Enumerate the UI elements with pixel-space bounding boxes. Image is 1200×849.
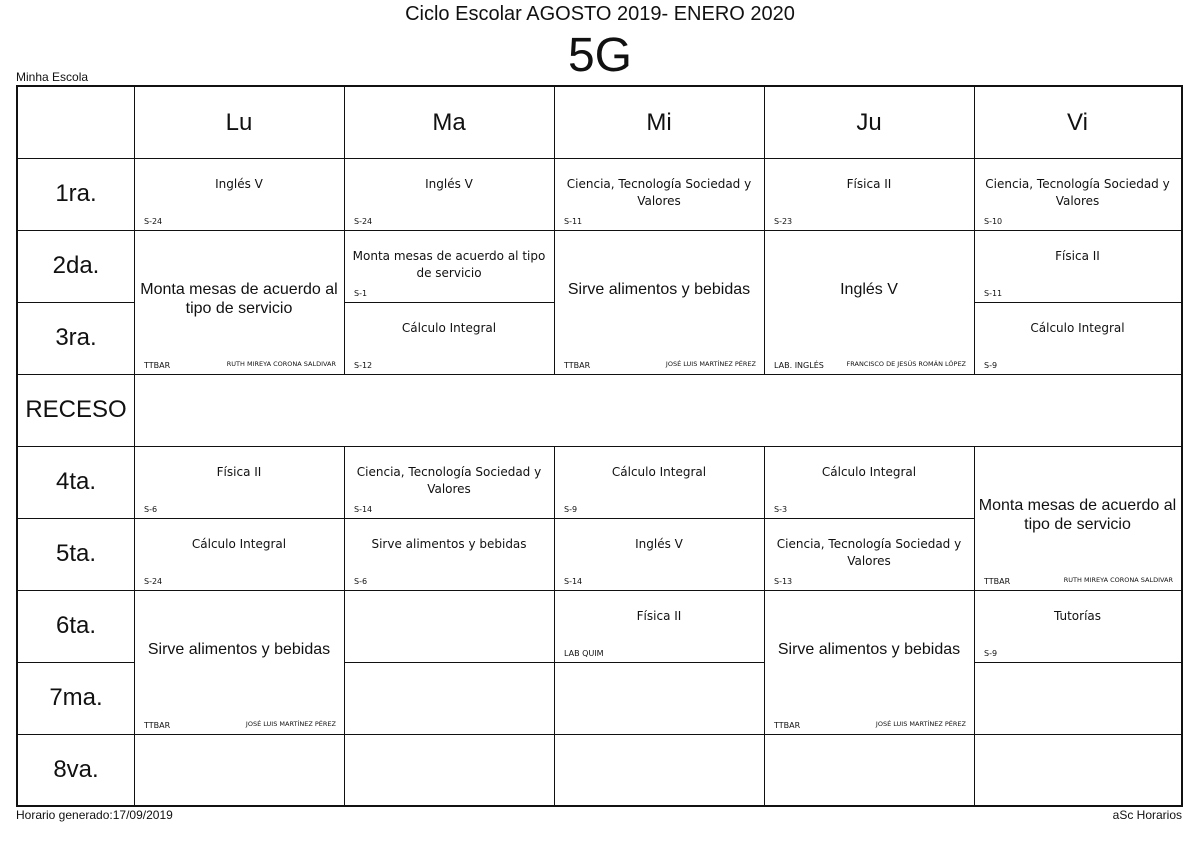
lesson-cell <box>554 590 764 662</box>
lesson-cell <box>134 518 344 590</box>
grid-line-horizontal <box>974 374 1181 375</box>
lesson-room: S-24 <box>144 217 163 226</box>
lesson-room: S-6 <box>354 577 368 586</box>
grid-line-horizontal <box>764 734 974 735</box>
lesson-room: S-14 <box>564 577 583 586</box>
lesson-cell <box>134 230 344 374</box>
lesson-cell <box>974 230 1181 302</box>
lesson-cell <box>344 302 554 374</box>
lesson-subject: Monta mesas de acuerdo al tipo de servicio <box>140 281 338 317</box>
lesson-cell <box>974 590 1181 662</box>
lesson-cell <box>344 230 554 302</box>
grid-line-horizontal <box>344 374 554 375</box>
lesson-cell <box>764 158 974 230</box>
lesson-subject: Inglés V <box>425 177 473 191</box>
lesson-room: LAB. INGLÉS <box>774 361 824 370</box>
lesson-cell <box>554 446 764 518</box>
lesson-subject: Física II <box>846 177 892 191</box>
lesson-room: S-24 <box>144 577 163 586</box>
grid-line-horizontal <box>134 374 344 375</box>
lesson-room: S-10 <box>984 217 1003 226</box>
lesson-room: TTBAR <box>144 721 171 730</box>
period-label: 5ta. <box>55 540 97 567</box>
lesson-cell <box>134 446 344 518</box>
lesson-subject: Física II <box>216 465 262 479</box>
period-label: 3ra. <box>55 324 97 351</box>
lesson-room: S-9 <box>564 505 578 514</box>
lesson-teacher: RUTH MIREYA CORONA SALDIVAR <box>1063 576 1173 584</box>
lesson-subject: Ciencia, Tecnología Sociedad y Valores <box>985 177 1170 208</box>
lesson-subject: Ciencia, Tecnología Sociedad y Valores <box>566 177 752 208</box>
lesson-cell <box>974 302 1181 374</box>
lesson-cell <box>344 518 554 590</box>
grid-line-horizontal <box>134 734 344 735</box>
lesson-room: S-11 <box>564 217 583 226</box>
grid-line-horizontal <box>974 734 1181 735</box>
lesson-cell <box>764 518 974 590</box>
lesson-subject: Cálculo Integral <box>191 537 287 551</box>
period-label: 4ta. <box>55 468 97 495</box>
lesson-teacher: JOSÉ LUIS MARTÍNEZ PÉREZ <box>665 360 756 368</box>
period-label: 6ta. <box>55 612 97 639</box>
lesson-teacher: RUTH MIREYA CORONA SALDIVAR <box>226 360 336 368</box>
lesson-room: S-14 <box>354 505 373 514</box>
lesson-cell <box>554 158 764 230</box>
grid-line-horizontal <box>344 590 554 591</box>
lesson-room: TTBAR <box>984 577 1011 586</box>
software-credit: aSc Horarios <box>1112 808 1182 822</box>
grid-line-horizontal <box>554 734 764 735</box>
lesson-cell <box>974 158 1181 230</box>
lesson-subject: Inglés V <box>215 177 263 191</box>
recess-label: RECESO <box>25 396 127 423</box>
timetable-grid <box>16 85 1183 807</box>
lesson-subject: Ciencia, Tecnología Sociedad y Valores <box>356 465 542 496</box>
grid-line-horizontal <box>764 374 974 375</box>
lesson-subject: Cálculo Integral <box>401 321 497 335</box>
lesson-room: S-9 <box>984 361 998 370</box>
grid-line-horizontal <box>554 662 764 663</box>
grid-line-horizontal <box>344 734 554 735</box>
school-name: Minha Escola <box>16 70 89 84</box>
lesson-cell <box>554 518 764 590</box>
schedule-title: Ciclo Escolar AGOSTO 2019- ENERO 2020 <box>405 3 795 25</box>
lesson-room: LAB QUIM <box>564 649 604 658</box>
lesson-room: S-9 <box>984 649 998 658</box>
lesson-room: S-12 <box>354 361 373 370</box>
lesson-teacher: JOSÉ LUIS MARTÍNEZ PÉREZ <box>245 720 336 728</box>
lesson-subject: Sirve alimentos y bebidas <box>147 641 331 658</box>
lesson-subject: Cálculo Integral <box>611 465 707 479</box>
lesson-cell <box>554 230 764 374</box>
day-header: Lu <box>225 108 253 136</box>
lesson-room: TTBAR <box>144 361 171 370</box>
period-label: 8va. <box>53 755 99 783</box>
lesson-subject: Monta mesas de acuerdo al tipo de servicio <box>352 249 546 280</box>
lesson-subject: Inglés V <box>840 281 898 298</box>
lesson-room: TTBAR <box>774 721 801 730</box>
lesson-subject: Sirve alimentos y bebidas <box>567 281 751 298</box>
class-name: 5G <box>567 29 633 82</box>
lesson-teacher: JOSÉ LUIS MARTÍNEZ PÉREZ <box>875 720 966 728</box>
lesson-cell <box>344 446 554 518</box>
lesson-room: TTBAR <box>564 361 591 370</box>
grid-line-horizontal <box>974 662 1181 663</box>
lesson-subject: Sirve alimentos y bebidas <box>777 641 961 658</box>
day-header: Mi <box>646 108 672 136</box>
lesson-subject: Física II <box>1055 249 1100 263</box>
day-header: Vi <box>1067 108 1088 136</box>
lesson-cell <box>764 230 974 374</box>
generated-date: Horario generado:17/09/2019 <box>16 808 173 822</box>
lesson-cell <box>764 446 974 518</box>
lesson-subject: Inglés V <box>635 537 683 551</box>
lesson-cell <box>344 158 554 230</box>
lesson-subject: Cálculo Integral <box>821 465 917 479</box>
lesson-room: S-11 <box>984 289 1003 298</box>
lesson-room: S-13 <box>774 577 793 586</box>
lesson-cell <box>764 590 974 734</box>
lesson-room: S-1 <box>354 289 368 298</box>
lesson-subject: Tutorías <box>1053 609 1102 623</box>
lesson-room: S-23 <box>774 217 793 226</box>
grid-line-horizontal <box>344 662 554 663</box>
lesson-cell <box>134 158 344 230</box>
period-label: 7ma. <box>49 684 103 711</box>
lesson-subject: Sirve alimentos y bebidas <box>371 537 527 551</box>
period-label: 2da. <box>52 252 100 279</box>
lesson-room: S-24 <box>354 217 373 226</box>
day-header: Ju <box>856 108 882 136</box>
grid-line-horizontal <box>554 374 764 375</box>
period-label: 1ra. <box>55 180 97 207</box>
lesson-subject: Física II <box>636 609 682 623</box>
lesson-room: S-6 <box>144 505 158 514</box>
day-header: Ma <box>432 108 466 136</box>
lesson-subject: Ciencia, Tecnología Sociedad y Valores <box>776 537 962 568</box>
lesson-cell <box>974 446 1181 590</box>
lesson-cell <box>134 590 344 734</box>
lesson-subject: Cálculo Integral <box>1030 321 1125 335</box>
lesson-subject: Monta mesas de acuerdo al tipo de servicio <box>978 497 1177 533</box>
lesson-teacher: FRANCISCO DE JESÚS ROMÁN LÓPEZ <box>846 360 966 368</box>
lesson-room: S-3 <box>774 505 788 514</box>
